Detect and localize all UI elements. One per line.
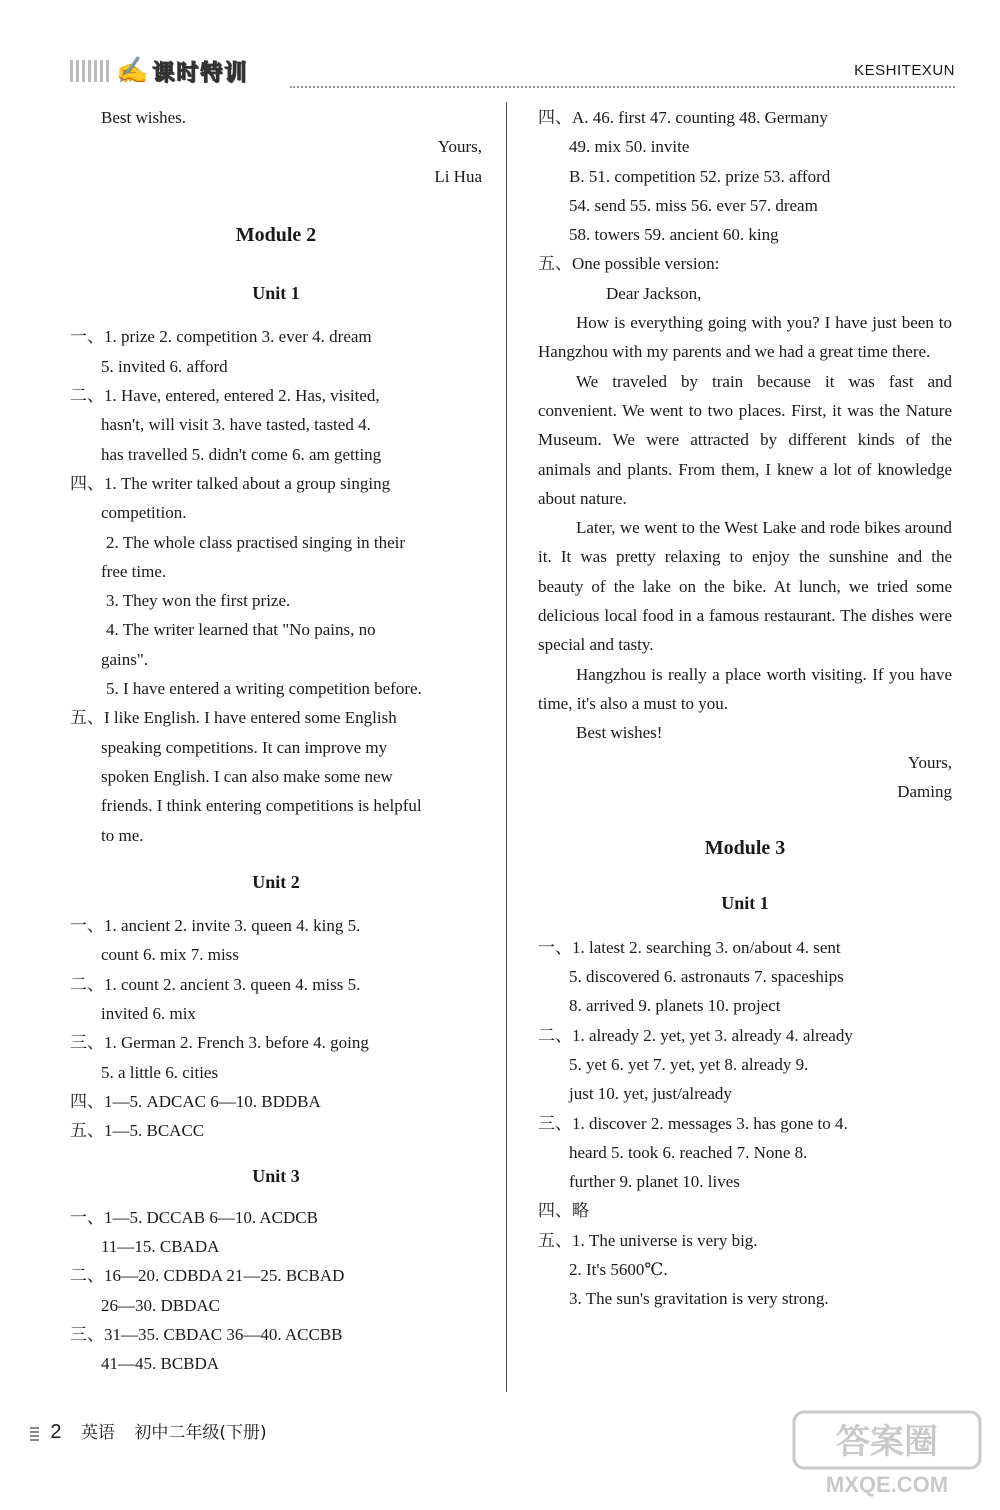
answer-line: speaking competitions. It can improve my — [101, 737, 388, 757]
answer-line: 5. a little 6. cities — [101, 1062, 219, 1082]
answer-line: 三、31—35. CBDAC 36—40. ACCBB — [70, 1324, 343, 1344]
page-number: 2 — [50, 1421, 62, 1443]
footer-mark — [30, 1425, 39, 1441]
answer-line: 五、I like English. I have entered some English — [70, 708, 397, 728]
letter-paragraph: Later, we went to the West Lake and rode bikes around it. It was pretty relaxing to enjoy the sunshine and the beauty of the lake on the bike. At lunch, we tried some delicious local food in a famous restaurant. The dishes were special and tasty. — [538, 518, 952, 655]
unit-heading: Unit 1 — [721, 893, 769, 914]
answer-line: further 9. planet 10. lives — [569, 1172, 740, 1192]
subject-label: 英语 — [80, 1423, 115, 1443]
unit-heading: Unit 2 — [252, 871, 300, 892]
answer-line: 2. The whole class practised singing in their — [106, 532, 406, 552]
answer-line: 五、One possible version: — [538, 254, 720, 274]
pen-icon: ✍ — [116, 56, 149, 85]
answer-line: 二、1. count 2. ancient 3. queen 4. miss 5. — [70, 974, 361, 994]
answer-line: 54. send 55. miss 56. ever 57. dream — [569, 195, 818, 215]
answer-line: 5. yet 6. yet 7. yet, yet 8. already 9. — [569, 1054, 809, 1074]
answer-line: B. 51. competition 52. prize 53. afford — [569, 166, 831, 186]
answer-line: 5. I have entered a writing competition before. — [106, 679, 422, 699]
right-column — [538, 103, 952, 1314]
answer-line: 4. The writer learned that "No pains, no — [106, 620, 376, 640]
answer-line: 三、1. discover 2. messages 3. has gone to 4. — [538, 1113, 848, 1133]
answer-line: has travelled 5. didn't come 6. am getting — [101, 444, 382, 464]
page-header — [70, 50, 955, 90]
unit-heading: Unit 3 — [252, 1165, 300, 1186]
answer-line: 3. The sun's gravitation is very strong. — [569, 1289, 829, 1309]
answer-line: spoken English. I can also make some new — [101, 766, 393, 786]
watermark-logo — [792, 1410, 982, 1500]
answer-line: 二、1. Have, entered, entered 2. Has, visited, — [70, 386, 380, 406]
answer-line: 二、16—20. CDBDA 21—25. BCBAD — [70, 1266, 345, 1286]
letter-greeting: Dear Jackson, — [606, 283, 702, 303]
answer-line: 26—30. DBDAC — [101, 1295, 221, 1315]
answer-line: 一、1. ancient 2. invite 3. queen 4. king 5. — [70, 916, 361, 936]
answer-line: 49. mix 50. invite — [569, 137, 690, 157]
answer-line: 四、略 — [538, 1201, 589, 1221]
column-divider — [506, 102, 507, 1392]
answer-line: 二、1. already 2. yet, yet 3. already 4. already — [538, 1025, 853, 1045]
answer-line: 四、A. 46. first 47. counting 48. Germany — [538, 108, 828, 127]
closing: Best wishes. — [101, 108, 186, 127]
answer-line: 四、1—5. ADCAC 6—10. BDDBA — [70, 1091, 321, 1111]
answer-line: competition. — [101, 503, 187, 523]
answer-line: 3. They won the first prize. — [106, 591, 291, 611]
grade-label: 初中二年级(下册) — [134, 1423, 267, 1443]
letter-paragraph: How is everything going with you? I have just been to Hangzhou with my parents and we had a great time there. — [538, 313, 952, 362]
answer-line: 2. It's 5600℃. — [569, 1259, 668, 1279]
header-rule — [290, 86, 955, 88]
signature: Daming — [897, 781, 952, 801]
letter-paragraph: We traveled by train because it was fast and convenient. We went to two places. First, it was the Nature Museum. We were attracted by different kinds of the animals and plants. From them, I knew a lot of knowledge about nature. — [538, 371, 952, 508]
answer-line: just 10. yet, just/already — [569, 1084, 732, 1104]
answer-line: invited 6. mix — [101, 1004, 196, 1024]
module-heading: Module 3 — [704, 837, 786, 860]
answer-line: 41—45. BCBDA — [101, 1354, 220, 1374]
page-footer — [30, 1418, 267, 1444]
unit-heading: Unit 1 — [252, 283, 300, 304]
answer-line: friends. I think entering competitions is helpful — [101, 796, 422, 816]
answer-line: 五、1—5. BCACC — [70, 1121, 205, 1141]
logo-text: 课时特训 — [152, 60, 249, 86]
answer-line: hasn't, will visit 3. have tasted, tasted 4. — [101, 415, 371, 435]
signature: Li Hua — [434, 166, 482, 186]
book-logo — [70, 56, 248, 86]
sign-off: Yours, — [437, 137, 482, 157]
answer-line: 5. discovered 6. astronauts 7. spaceships — [569, 967, 844, 987]
answer-line: free time. — [101, 561, 167, 581]
watermark-text: 答案圈 — [836, 1422, 938, 1462]
module-heading: Module 2 — [235, 223, 317, 246]
answer-line: count 6. mix 7. miss — [101, 945, 239, 965]
watermark-url: MXQE.COM — [825, 1472, 949, 1497]
left-column — [70, 103, 482, 1379]
answer-line: 五、1. The universe is very big. — [538, 1230, 758, 1250]
answer-line: 四、1. The writer talked about a group singing — [70, 473, 391, 493]
answer-line: 8. arrived 9. planets 10. project — [569, 996, 781, 1016]
answer-line: 5. invited 6. afford — [101, 356, 228, 376]
letter-closing: Best wishes! — [576, 723, 663, 743]
letter-paragraph: Hangzhou is really a place worth visiting. If you have time, it's also a must to you. — [538, 664, 952, 713]
logo-stripes — [70, 60, 112, 82]
answer-line: heard 5. took 6. reached 7. None 8. — [569, 1142, 808, 1162]
answer-line: 一、1. prize 2. competition 3. ever 4. dream — [70, 327, 372, 347]
brand-name: KESHITEXUN — [854, 62, 955, 79]
answer-line: gains". — [101, 649, 149, 669]
answer-line: 一、1. latest 2. searching 3. on/about 4. sent — [538, 937, 841, 957]
answer-line: 三、1. German 2. French 3. before 4. going — [70, 1033, 369, 1053]
answer-line: to me. — [101, 825, 144, 845]
sign-off: Yours, — [907, 752, 952, 772]
answer-line: 58. towers 59. ancient 60. king — [569, 225, 779, 245]
answer-line: 11—15. CBADA — [101, 1237, 220, 1257]
answer-line: 一、1—5. DCCAB 6—10. ACDCB — [70, 1207, 318, 1227]
